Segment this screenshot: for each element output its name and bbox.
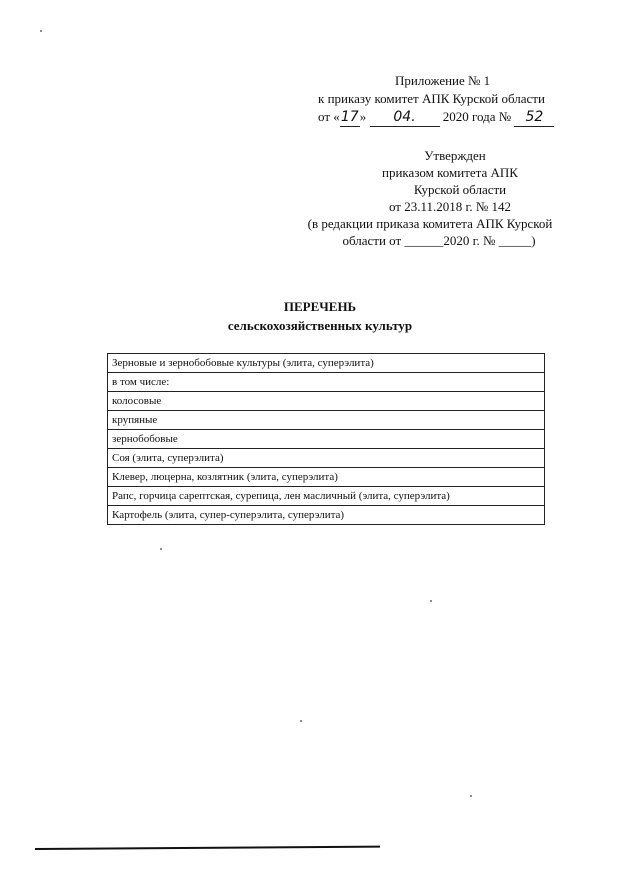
crop-cell: Клевер, люцерна, козлятник (элита, суперэлита) [108,468,545,487]
document-title: ПЕРЕЧЕНЬ [283,299,357,314]
approved-revision: (в редакции приказа комитета АПК Курской [307,216,553,231]
crop-cell: крупяные [108,411,545,430]
date-close: » [359,109,367,124]
approved-heading: Утвержден [424,148,486,163]
approved-date: от 23.11.2018 г. № 142 [388,199,512,214]
scan-edge-line [35,846,380,850]
scan-speck [40,30,42,32]
appendix-block [290,72,590,127]
approved-region: Курской области [413,182,507,197]
table-row [108,430,545,449]
date-year-text: 2020 года № [442,109,512,124]
date-prefix: от « [318,109,340,124]
crop-cell: колосовые [108,392,545,411]
document-subtitle: сельскохозяйственных культур [227,318,413,333]
approved-by: приказом комитета АПК [382,165,518,180]
approved-revision-date: области от ______2020 г. № _____) [342,233,536,248]
crop-cell: в том числе: [108,373,545,392]
table-row [108,373,545,392]
scan-speck [470,795,472,797]
table-row [108,449,545,468]
table-row [108,468,545,487]
appendix-date-line [290,108,590,127]
date-day: 17 [340,109,359,125]
scan-speck [160,548,162,550]
crop-cell: Соя (элита, суперэлита) [108,449,545,468]
appendix-order-ref: к приказу комитет АПК Курской области [318,91,545,106]
table-row [108,392,545,411]
crop-cell: Рапс, горчица сарептская, сурепица, лен масличный (элита, суперэлита) [108,487,545,506]
table-row [108,487,545,506]
table-row [108,354,545,373]
crop-cell: Картофель (элита, супер-суперэлита, суперэлита) [108,506,545,525]
approved-block [280,147,580,249]
table-row [108,506,545,525]
order-number: 52 [514,108,554,127]
crops-table [107,353,545,525]
scan-speck [300,720,302,722]
table-row [108,411,545,430]
crop-cell: зернобобовые [108,430,545,449]
scan-speck [430,600,432,602]
crop-cell: Зерновые и зернобобовые культуры (элита, суперэлита) [108,354,545,373]
date-month: 04. [370,108,440,127]
appendix-title: Приложение № 1 [395,73,491,88]
